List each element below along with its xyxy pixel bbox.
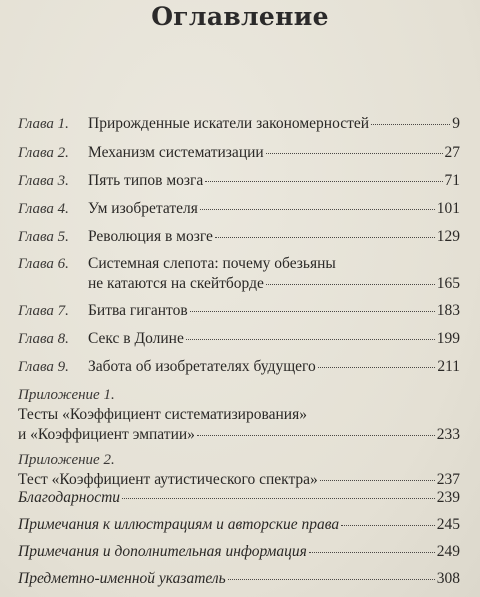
dot-leader [215,237,435,238]
chapter-title: Пять типов мозга [88,172,204,189]
entry-title: Предметно-именной указатель [18,570,226,587]
dot-leader [197,435,435,436]
chapter-label: Глава 7. [18,303,69,319]
page-number: 183 [436,302,460,319]
chapter-title: Секс в Долине [88,330,184,347]
page-number: 71 [444,172,460,189]
chapter-title: Прирожденные искатели закономерностей [88,115,370,132]
appendix-label: Приложение 1. [18,387,115,403]
page-number: 239 [436,489,460,506]
appendix-label: Приложение 2. [18,452,115,468]
page-number: 27 [444,144,460,161]
toc-entry-illustration-notes[interactable] [18,515,460,535]
chapter-title-line-1: Системная слепота: почему обезьяны [88,255,336,272]
page-number: 101 [436,200,460,217]
page-number: 9 [452,115,460,132]
chapter-label: Глава 2. [18,145,69,161]
page-number: 237 [436,471,460,488]
page-number: 199 [436,330,460,347]
chapter-label: Глава 6. [18,256,69,272]
dot-leader [122,498,435,499]
entry-title: Примечания к иллюстрациям и авторские права [18,516,340,533]
appendix-title-line-2: и «Коэффициент эмпатии» [18,426,195,443]
page-number: 245 [436,516,460,533]
dot-leader [309,552,435,553]
chapter-label: Глава 5. [18,229,69,245]
toc-entry-notes[interactable] [18,542,460,562]
chapter-title: Революция в мозге [88,228,213,245]
dot-leader [318,367,436,368]
page-number: 249 [436,543,460,560]
dot-leader [205,181,442,182]
entry-title: Благодарности [18,489,121,506]
chapter-title: Ум изобретателя [88,200,198,217]
dot-leader [190,311,435,312]
page-number: 129 [436,228,460,245]
entry-title: Примечания и дополнительная информация [18,543,307,560]
dot-leader [228,579,435,580]
page-title: Оглавление [151,2,329,31]
chapter-title-line-2: не катаются на скейтборде [88,275,264,292]
chapter-title: Механизм систематизации [88,144,264,161]
appendix-title-line-1: Тесты «Коэффициент систематизирования» [18,406,307,423]
page-number: 233 [436,426,460,443]
chapter-label: Глава 8. [18,331,69,347]
chapter-label: Глава 9. [18,359,69,375]
dot-leader [341,525,435,526]
dot-leader [266,284,435,285]
dot-leader [186,339,435,340]
page-number: 165 [436,275,460,292]
toc-entry-acknowledgements[interactable] [18,488,460,508]
dot-leader [266,153,443,154]
page-number: 308 [436,570,460,587]
dot-leader [320,480,435,481]
chapter-title: Забота об изобретателях будущего [88,358,316,375]
appendix-title: Тест «Коэффициент аутистического спектра» [18,471,318,488]
toc-entry-index[interactable] [18,569,460,589]
chapter-label: Глава 1. [18,116,69,132]
page-number: 211 [437,358,460,375]
dot-leader [371,124,450,125]
toc-entry-appendix-1[interactable] [18,385,460,445]
toc-entry-appendix-2[interactable] [18,450,460,490]
chapter-title: Битва гигантов [88,302,188,319]
chapter-label: Глава 3. [18,173,69,189]
dot-leader [200,209,435,210]
chapter-label: Глава 4. [18,201,69,217]
